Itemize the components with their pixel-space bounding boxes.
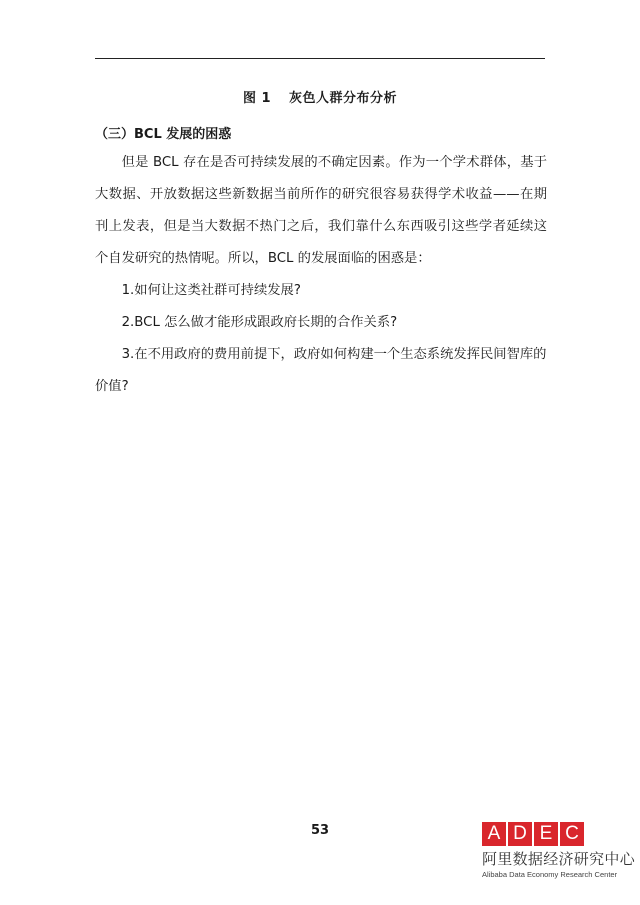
header-rule <box>95 58 545 59</box>
figure-number: 图 1 <box>242 91 272 106</box>
section-heading: （三）BCL 发展的困惑 <box>95 127 232 142</box>
logo-english-name: Alibaba Data Economy Research Center <box>482 870 618 879</box>
logo-letter-a: A <box>482 822 506 846</box>
question-item-2: 2.BCL 怎么做才能形成跟政府长期的合作关系? <box>121 315 398 330</box>
page-number: 53 <box>310 823 330 838</box>
body-text <box>95 147 547 403</box>
logo-letter-d: D <box>508 822 532 846</box>
logo-letter-e: E <box>534 822 558 846</box>
figure-title: 灰色人群分布分析 <box>289 91 398 106</box>
adec-logo <box>482 822 636 879</box>
question-item-3: 3.在不用政府的费用前提下，政府如何构建一个生态系统发挥民间智库的价值? <box>95 347 547 394</box>
logo-letter-boxes <box>482 822 632 846</box>
logo-chinese-name: 阿里数据经济研究中心 <box>482 850 636 868</box>
figure-caption <box>0 87 640 106</box>
body-paragraph: 但是 BCL 存在是否可持续发展的不确定因素。作为一个学术群体，基于大数据、开放数据这些新数据当前所作的研究很容易获得学术收益——在期刊上发表，但是当大数据不热门之后，我们靠什么东西吸引这些学者延续这个自发研究的热情呢。所以，BCL 的发展面临的困惑是： <box>95 155 547 266</box>
question-item-1: 1.如何让这类社群可持续发展? <box>121 283 301 298</box>
logo-letter-c: C <box>560 822 584 846</box>
